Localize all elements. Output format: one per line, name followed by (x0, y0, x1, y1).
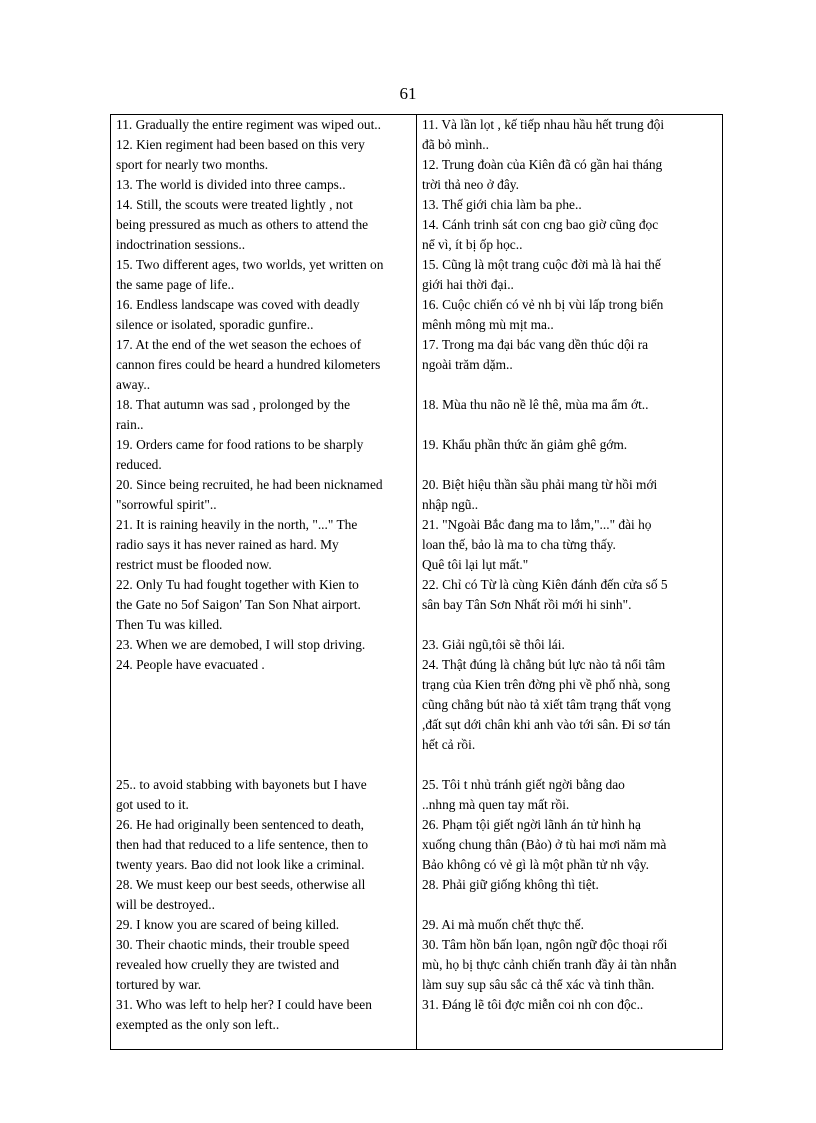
vietnamese-line: sân bay Tân Sơn Nhất rồi mới hi sinh". (422, 597, 632, 612)
english-line: reduced. (116, 457, 162, 472)
english-cell (111, 935, 417, 995)
table-row (111, 775, 723, 815)
english-line (116, 755, 412, 775)
table-row (111, 875, 723, 915)
vietnamese-line: loan thế, bảo là ma to cha từng thấy. (422, 537, 616, 552)
english-line: 13. The world is divided into three camps.. (116, 177, 346, 192)
vietnamese-cell (417, 995, 723, 1050)
english-line: then had that reduced to a life sentence, then to (116, 837, 369, 852)
english-line: cannon fires could be heard a hundred kilometers (116, 357, 381, 372)
vietnamese-line: đã bỏ mình.. (422, 137, 489, 152)
english-line: 20. Since being recruited, he had been nicknamed (116, 477, 383, 492)
vietnamese-line: 17. Trong ma đại bác vang dền thúc dội ra (422, 337, 649, 352)
english-cell (111, 395, 417, 435)
english-line: 30. Their chaotic minds, their trouble speed (116, 937, 350, 952)
english-line: will be destroyed.. (116, 897, 215, 912)
english-line: revealed how cruelly they are twisted and (116, 957, 340, 972)
english-line: 22. Only Tu had fought together with Kien to (116, 577, 359, 592)
english-cell (111, 635, 417, 655)
vietnamese-line: 11. Và lần lọt , kế tiếp nhau hầu hết trung đội (422, 117, 665, 132)
english-line: 18. That autumn was sad , prolonged by the (116, 397, 351, 412)
vietnamese-line: 22. Chỉ có Từ là cùng Kiên đánh đến cửa số 5 (422, 577, 668, 592)
english-line: 21. It is raining heavily in the north, "..." The (116, 517, 358, 532)
english-line: indoctrination sessions.. (116, 237, 246, 252)
vietnamese-line: 30. Tâm hồn bấn lọan, ngôn ngữ độc thoại rối (422, 937, 668, 952)
english-line: silence or isolated, sporadic gunfire.. (116, 317, 314, 332)
table-row (111, 915, 723, 935)
bilingual-table (110, 114, 723, 1050)
english-line: away.. (116, 377, 151, 392)
english-line: 14. Still, the scouts were treated lightly , not (116, 197, 353, 212)
table-row (111, 115, 723, 396)
english-line: being pressured as much as others to attend the (116, 217, 369, 232)
vietnamese-line (422, 755, 718, 775)
english-line: 23. When we are demobed, I will stop driving. (116, 637, 366, 652)
vietnamese-line: 28. Phải giữ giống không thì tiệt. (422, 877, 599, 892)
vietnamese-line: nể vì, ít bị ốp học.. (422, 237, 523, 252)
vietnamese-line: cũng chẳng bút nào tả xiết tâm trạng thất vọng (422, 697, 671, 712)
vietnamese-cell (417, 655, 723, 775)
vietnamese-line: xuống chung thân (Bảo) ở tù hai mơi năm mà (422, 837, 667, 852)
english-line: radio says it has never rained as hard. My (116, 537, 339, 552)
vietnamese-line (422, 415, 718, 435)
table-row (111, 475, 723, 515)
vietnamese-line: mênh mông mù mịt ma.. (422, 317, 554, 332)
english-line: 11. Gradually the entire regiment was wiped out.. (116, 117, 382, 132)
vietnamese-cell (417, 435, 723, 475)
vietnamese-line: 18. Mùa thu não nề lê thê, mùa ma ẩm ớt.. (422, 397, 649, 412)
vietnamese-line: ngoài trăm dặm.. (422, 357, 513, 372)
vietnamese-line (422, 615, 718, 635)
vietnamese-line (422, 375, 718, 395)
vietnamese-line: 20. Biệt hiệu thần sầu phải mang từ hồi mới (422, 477, 658, 492)
vietnamese-line: 16. Cuộc chiến có vẻ nh bị vùi lấp trong biển (422, 297, 664, 312)
vietnamese-line: Bảo không có vẻ gì là một phần tử nh vậy. (422, 857, 649, 872)
english-line: 24. People have evacuated . (116, 657, 265, 672)
table-row (111, 515, 723, 575)
english-line (116, 735, 412, 755)
vietnamese-line: 14. Cánh trinh sát con cng bao giờ cũng đọc (422, 217, 659, 232)
english-line: Then Tu was killed. (116, 617, 223, 632)
vietnamese-cell (417, 115, 723, 396)
english-cell (111, 875, 417, 915)
vietnamese-line: nhập ngũ.. (422, 497, 479, 512)
vietnamese-line: trời thả neo ở đây. (422, 177, 519, 192)
english-line (116, 695, 412, 715)
vietnamese-line: 13. Thế giới chia làm ba phe.. (422, 197, 582, 212)
english-line: sport for nearly two months. (116, 157, 269, 172)
vietnamese-line: 15. Cũng là một trang cuộc đời mà là hai thế (422, 257, 661, 272)
english-line: 15. Two different ages, two worlds, yet written on (116, 257, 384, 272)
english-cell (111, 995, 417, 1050)
table-row (111, 435, 723, 475)
english-cell (111, 515, 417, 575)
english-line: 26. He had originally been sentenced to death, (116, 817, 365, 832)
english-cell (111, 655, 417, 775)
english-cell (111, 815, 417, 875)
english-cell (111, 115, 417, 396)
vietnamese-cell (417, 575, 723, 635)
vietnamese-line: 25. Tôi t nhủ tránh giết ngời bằng dao (422, 777, 625, 792)
vietnamese-cell (417, 395, 723, 435)
vietnamese-line: ..nhng mà quen tay mất rồi. (422, 797, 570, 812)
vietnamese-line: ,đất sụt dới chân khi anh vào tới sân. Đi sơ tán (422, 717, 671, 732)
english-cell (111, 575, 417, 635)
english-line: 12. Kien regiment had been based on this very (116, 137, 365, 152)
vietnamese-line: 24. Thật đúng là chẳng bút lực nào tả nổi tâm (422, 657, 666, 672)
vietnamese-line (422, 1015, 718, 1035)
vietnamese-line: hết cả rồi. (422, 737, 476, 752)
english-line: the same page of life.. (116, 277, 235, 292)
vietnamese-line: Quê tôi lại lụt mất." (422, 557, 529, 572)
english-line: 31. Who was left to help her? I could have been (116, 997, 372, 1012)
english-cell (111, 475, 417, 515)
vietnamese-line (422, 895, 718, 915)
page-number: 61 (399, 84, 417, 103)
english-line: restrict must be flooded now. (116, 557, 272, 572)
english-line: 16. Endless landscape was coved with deadly (116, 297, 360, 312)
vietnamese-line: 23. Giải ngũ,tôi sẽ thôi lái. (422, 637, 565, 652)
vietnamese-cell (417, 515, 723, 575)
vietnamese-line: làm suy sụp sâu sắc cả thể xác và tinh thần. (422, 977, 655, 992)
vietnamese-cell (417, 935, 723, 995)
english-line: the Gate no 5of Saigon' Tan Son Nhat airport. (116, 597, 361, 612)
vietnamese-line: 21. "Ngoài Bắc đang ma to lắm,"..." đài họ (422, 517, 652, 532)
english-line: 17. At the end of the wet season the echoes of (116, 337, 362, 352)
english-line: got used to it. (116, 797, 189, 812)
english-line: exempted as the only son left.. (116, 1017, 280, 1032)
vietnamese-line (422, 455, 718, 475)
vietnamese-cell (417, 915, 723, 935)
english-line (116, 715, 412, 735)
table-row (111, 995, 723, 1050)
vietnamese-cell (417, 775, 723, 815)
vietnamese-line: trạng của Kien trên đờng phi về phố nhà, song (422, 677, 671, 692)
table-row (111, 635, 723, 655)
english-line: 28. We must keep our best seeds, otherwise all (116, 877, 366, 892)
table-row (111, 655, 723, 775)
english-line: rain.. (116, 417, 144, 432)
vietnamese-cell (417, 815, 723, 875)
vietnamese-line: 29. Ai mà muốn chết thực thế. (422, 917, 584, 932)
vietnamese-cell (417, 635, 723, 655)
english-line: tortured by war. (116, 977, 202, 992)
english-line: "sorrowful spirit".. (116, 497, 217, 512)
english-line: twenty years. Bao did not look like a criminal. (116, 857, 365, 872)
english-line: 19. Orders came for food rations to be sharply (116, 437, 364, 452)
vietnamese-line: 12. Trung đoàn của Kiên đã có gần hai tháng (422, 157, 663, 172)
vietnamese-line: mù, họ bị thực cảnh chiến tranh đầy ải tàn nhẫn (422, 957, 677, 972)
vietnamese-line: giới hai thời đại.. (422, 277, 514, 292)
english-cell (111, 775, 417, 815)
table-row (111, 575, 723, 635)
english-cell (111, 915, 417, 935)
vietnamese-cell (417, 475, 723, 515)
english-line: 25.. to avoid stabbing with bayonets but I have (116, 777, 367, 792)
vietnamese-line: 19. Khẩu phần thức ăn giảm ghê gớm. (422, 437, 628, 452)
table-row (111, 815, 723, 875)
english-line: 29. I know you are scared of being killed. (116, 917, 340, 932)
english-line (116, 675, 412, 695)
table-row (111, 395, 723, 435)
english-cell (111, 435, 417, 475)
table-row (111, 935, 723, 995)
vietnamese-line: 26. Phạm tội giết ngời lãnh án tử hình hạ (422, 817, 641, 832)
vietnamese-line: 31. Đáng lẽ tôi đợc miễn coi nh con độc.. (422, 997, 644, 1012)
vietnamese-cell (417, 875, 723, 915)
